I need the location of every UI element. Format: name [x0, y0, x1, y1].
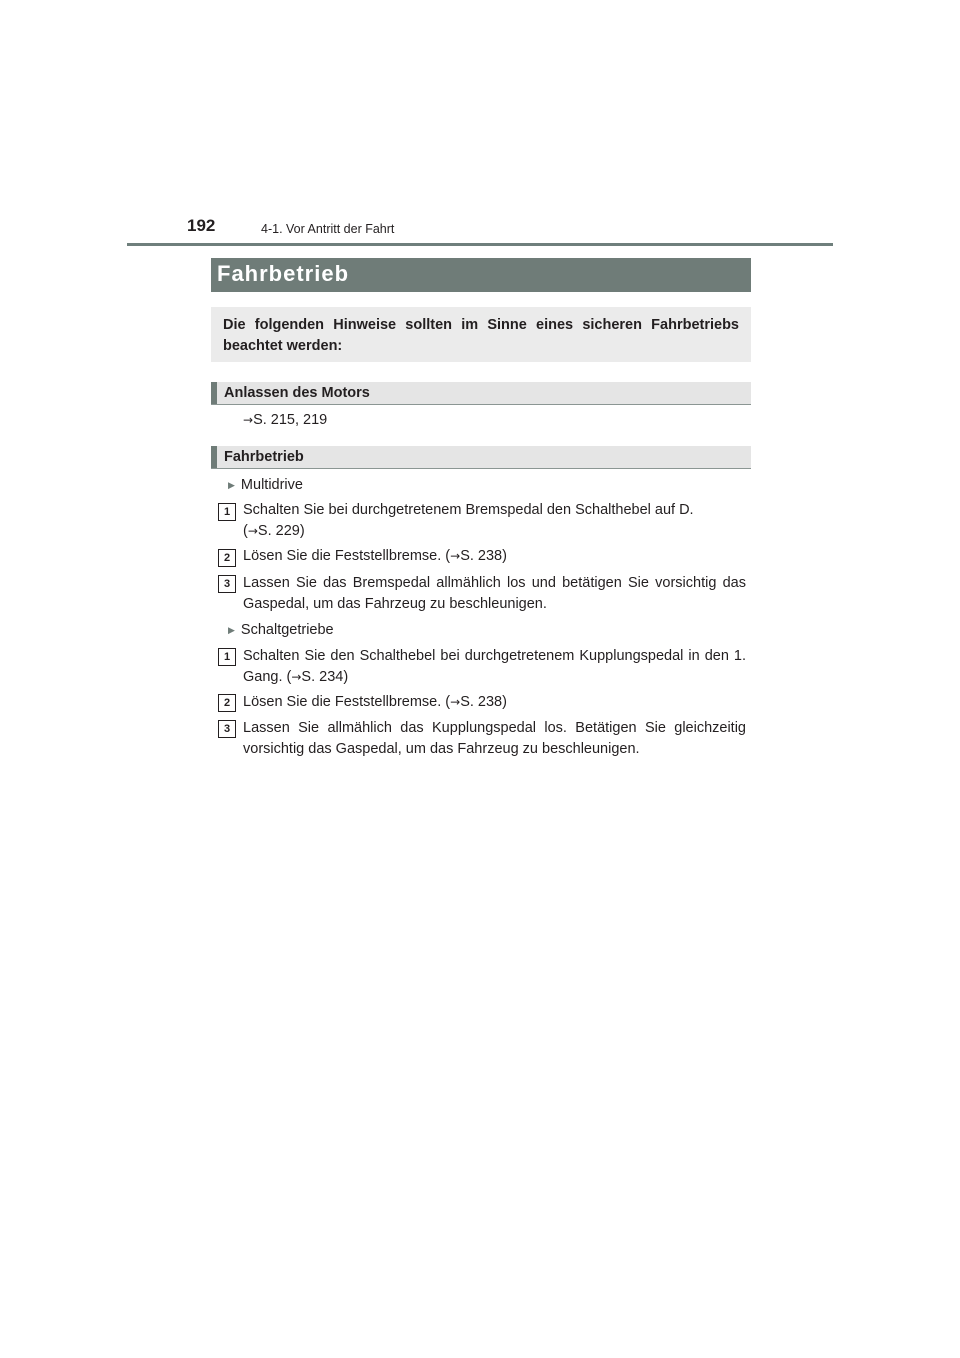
- reference-text: S. 215, 219: [253, 412, 328, 428]
- step-text: Lassen Sie allmählich das Kupplungspedal los. Betätigen Sie gleichzeitig vorsichtig das Gaspedal, um das Fahrzeug zu beschleunigen.: [243, 720, 746, 757]
- triangle-bullet-icon: ▶: [228, 481, 235, 491]
- intro-text: Die folgenden Hinweise sollten im Sinne eines sicheren Fahrbetriebs beachtet werden:: [223, 317, 739, 354]
- arrow-right-icon: →: [450, 695, 461, 709]
- step-number-badge: 2: [218, 549, 236, 567]
- step-text: Lösen Sie die Feststellbremse. (→S. 238): [243, 548, 507, 564]
- step-text: Lassen Sie das Bremspedal allmählich los und betätigen Sie vorsichtig das Gaspedal, um das Fahrzeug zu beschleunigen.: [243, 575, 746, 612]
- page-title: Fahrbetrieb: [217, 261, 350, 286]
- subheading-marker: [211, 446, 217, 468]
- arrow-right-icon: →: [247, 524, 258, 538]
- step-number-badge: 3: [218, 575, 236, 593]
- bullet-label: Multidrive: [240, 477, 303, 493]
- subheading-text: Anlassen des Motors: [224, 385, 370, 401]
- step-text: Schalten Sie bei durchgetretenem Bremspedal den Schalthebel auf D. (→S. 229): [243, 502, 694, 539]
- step-number-badge: 1: [218, 648, 236, 666]
- page-number: 192: [187, 216, 216, 235]
- arrow-right-icon: →: [450, 549, 461, 563]
- header-rule: [127, 243, 833, 246]
- subheading-driving: [211, 446, 751, 469]
- step-number-badge: 3: [218, 720, 236, 738]
- bullet-manual-transmission: [228, 622, 334, 638]
- intro-box: [211, 307, 751, 362]
- bullet-multidrive: [228, 477, 303, 493]
- step-text: Lösen Sie die Feststellbremse. (→S. 238): [243, 694, 507, 710]
- step-number-badge: 1: [218, 503, 236, 521]
- section-label: 4-1. Vor Antritt der Fahrt: [261, 222, 395, 236]
- step-number-badge: 2: [218, 694, 236, 712]
- arrow-right-icon: →: [243, 413, 254, 427]
- step-text: Schalten Sie den Schalthebel bei durchgetretenem Kupplungspedal in den 1. Gang. (→S. 234): [243, 648, 746, 685]
- triangle-bullet-icon: ▶: [228, 626, 235, 636]
- title-bar: [211, 258, 751, 292]
- subheading-engine-start: [211, 382, 751, 405]
- engine-start-reference: [243, 412, 327, 428]
- subheading-text: Fahrbetrieb: [224, 449, 304, 465]
- subheading-marker: [211, 382, 217, 404]
- arrow-right-icon: →: [291, 670, 302, 684]
- bullet-label: Schaltgetriebe: [240, 622, 334, 638]
